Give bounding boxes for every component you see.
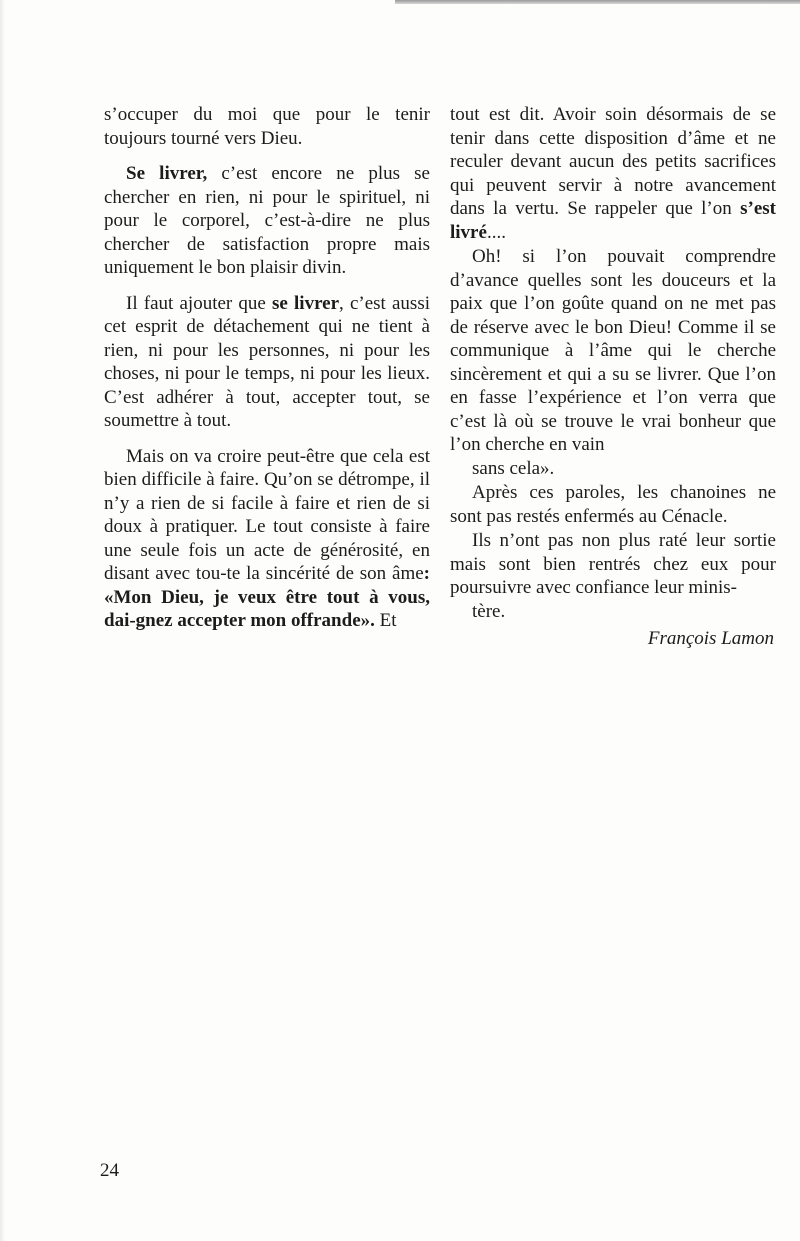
paragraph <box>450 529 776 623</box>
right-column <box>450 103 776 651</box>
paragraph <box>104 162 430 280</box>
bold-quote: : «Mon Dieu, je veux être tout à vous, dai-gnez accepter mon offrande». <box>104 563 430 631</box>
paragraph-text: Et <box>374 610 397 631</box>
paragraph: s’occuper du moi que pour le tenir toujours tourné vers Dieu. <box>104 104 430 149</box>
page-binding-shadow <box>0 0 5 1241</box>
bold-text: se livrer <box>272 292 340 314</box>
paragraph-text: Ils n’ont pas non plus raté leur sortie mais sont bien rentrés chez eux pour poursuivre avec confiance leur minis- <box>450 530 776 598</box>
bold-text: Se livrer, <box>126 163 208 184</box>
bold-text: s’est livré <box>450 198 776 243</box>
paragraph-text: Oh! si l’on pouvait comprendre d’avance quelles sont les douceurs et la paix que l’on goûte quand on ne met pas de réserve avec le bon Dieu! Comme il se communique à l’âme qui le cherche sincèrement et qui a su se livrer. Que l’on en fasse l’expérience et l’on verra que c’est là où se trouve le vrai bonheur que l’on cherche en vain <box>450 246 776 455</box>
author-signature: François Lamon <box>647 628 774 649</box>
paragraph <box>450 245 776 480</box>
paragraph-text: .... <box>486 221 506 243</box>
paragraph-last-line: sans cela». <box>472 457 555 479</box>
page-top-edge <box>395 0 800 4</box>
paragraph-text: tout est dit. Avoir soin désormais de se tenir dans cette disposition d’âme et ne reculer devant aucun des petits sacrifices qui peuvent servir à notre avancement dans la vertu. Se rappeler que l’on <box>450 104 776 219</box>
paragraph: Après ces paroles, les chanoines ne sont pas restés enfermés au Cénacle. <box>450 482 776 527</box>
paragraph <box>450 103 776 244</box>
paragraph-text: Mais on va croire peut-être que cela est bien difficile à faire. Qu’on se détrompe, il n’y a rien de si facile à faire et rien de si doux à pratiquer. Le tout consiste à faire une seule fois un acte de générosité, en disant avec tou-te la sincérité de son âme <box>104 445 430 584</box>
paragraph-text: Il faut ajouter que <box>126 292 273 314</box>
left-column <box>104 103 430 633</box>
paragraph-text: , c’est aussi cet esprit de détachement qui ne tient à rien, ni pour les personnes, ni pour les choses, ni pour le temps, ni pour les lieux. C’est adhérer à tout, accepter tout, se soumettre à tout. <box>104 292 430 431</box>
paragraph <box>104 445 430 633</box>
page-number: 24 <box>100 1160 119 1181</box>
paragraph <box>104 292 430 433</box>
paragraph-text: c’est encore ne plus se chercher en rien, ni pour le spirituel, ni pour le corporel, c’est-à-dire ne plus chercher de satisfaction propre mais uniquement le bon plaisir divin. <box>104 163 430 278</box>
paragraph-last-line: tère. <box>472 600 506 622</box>
